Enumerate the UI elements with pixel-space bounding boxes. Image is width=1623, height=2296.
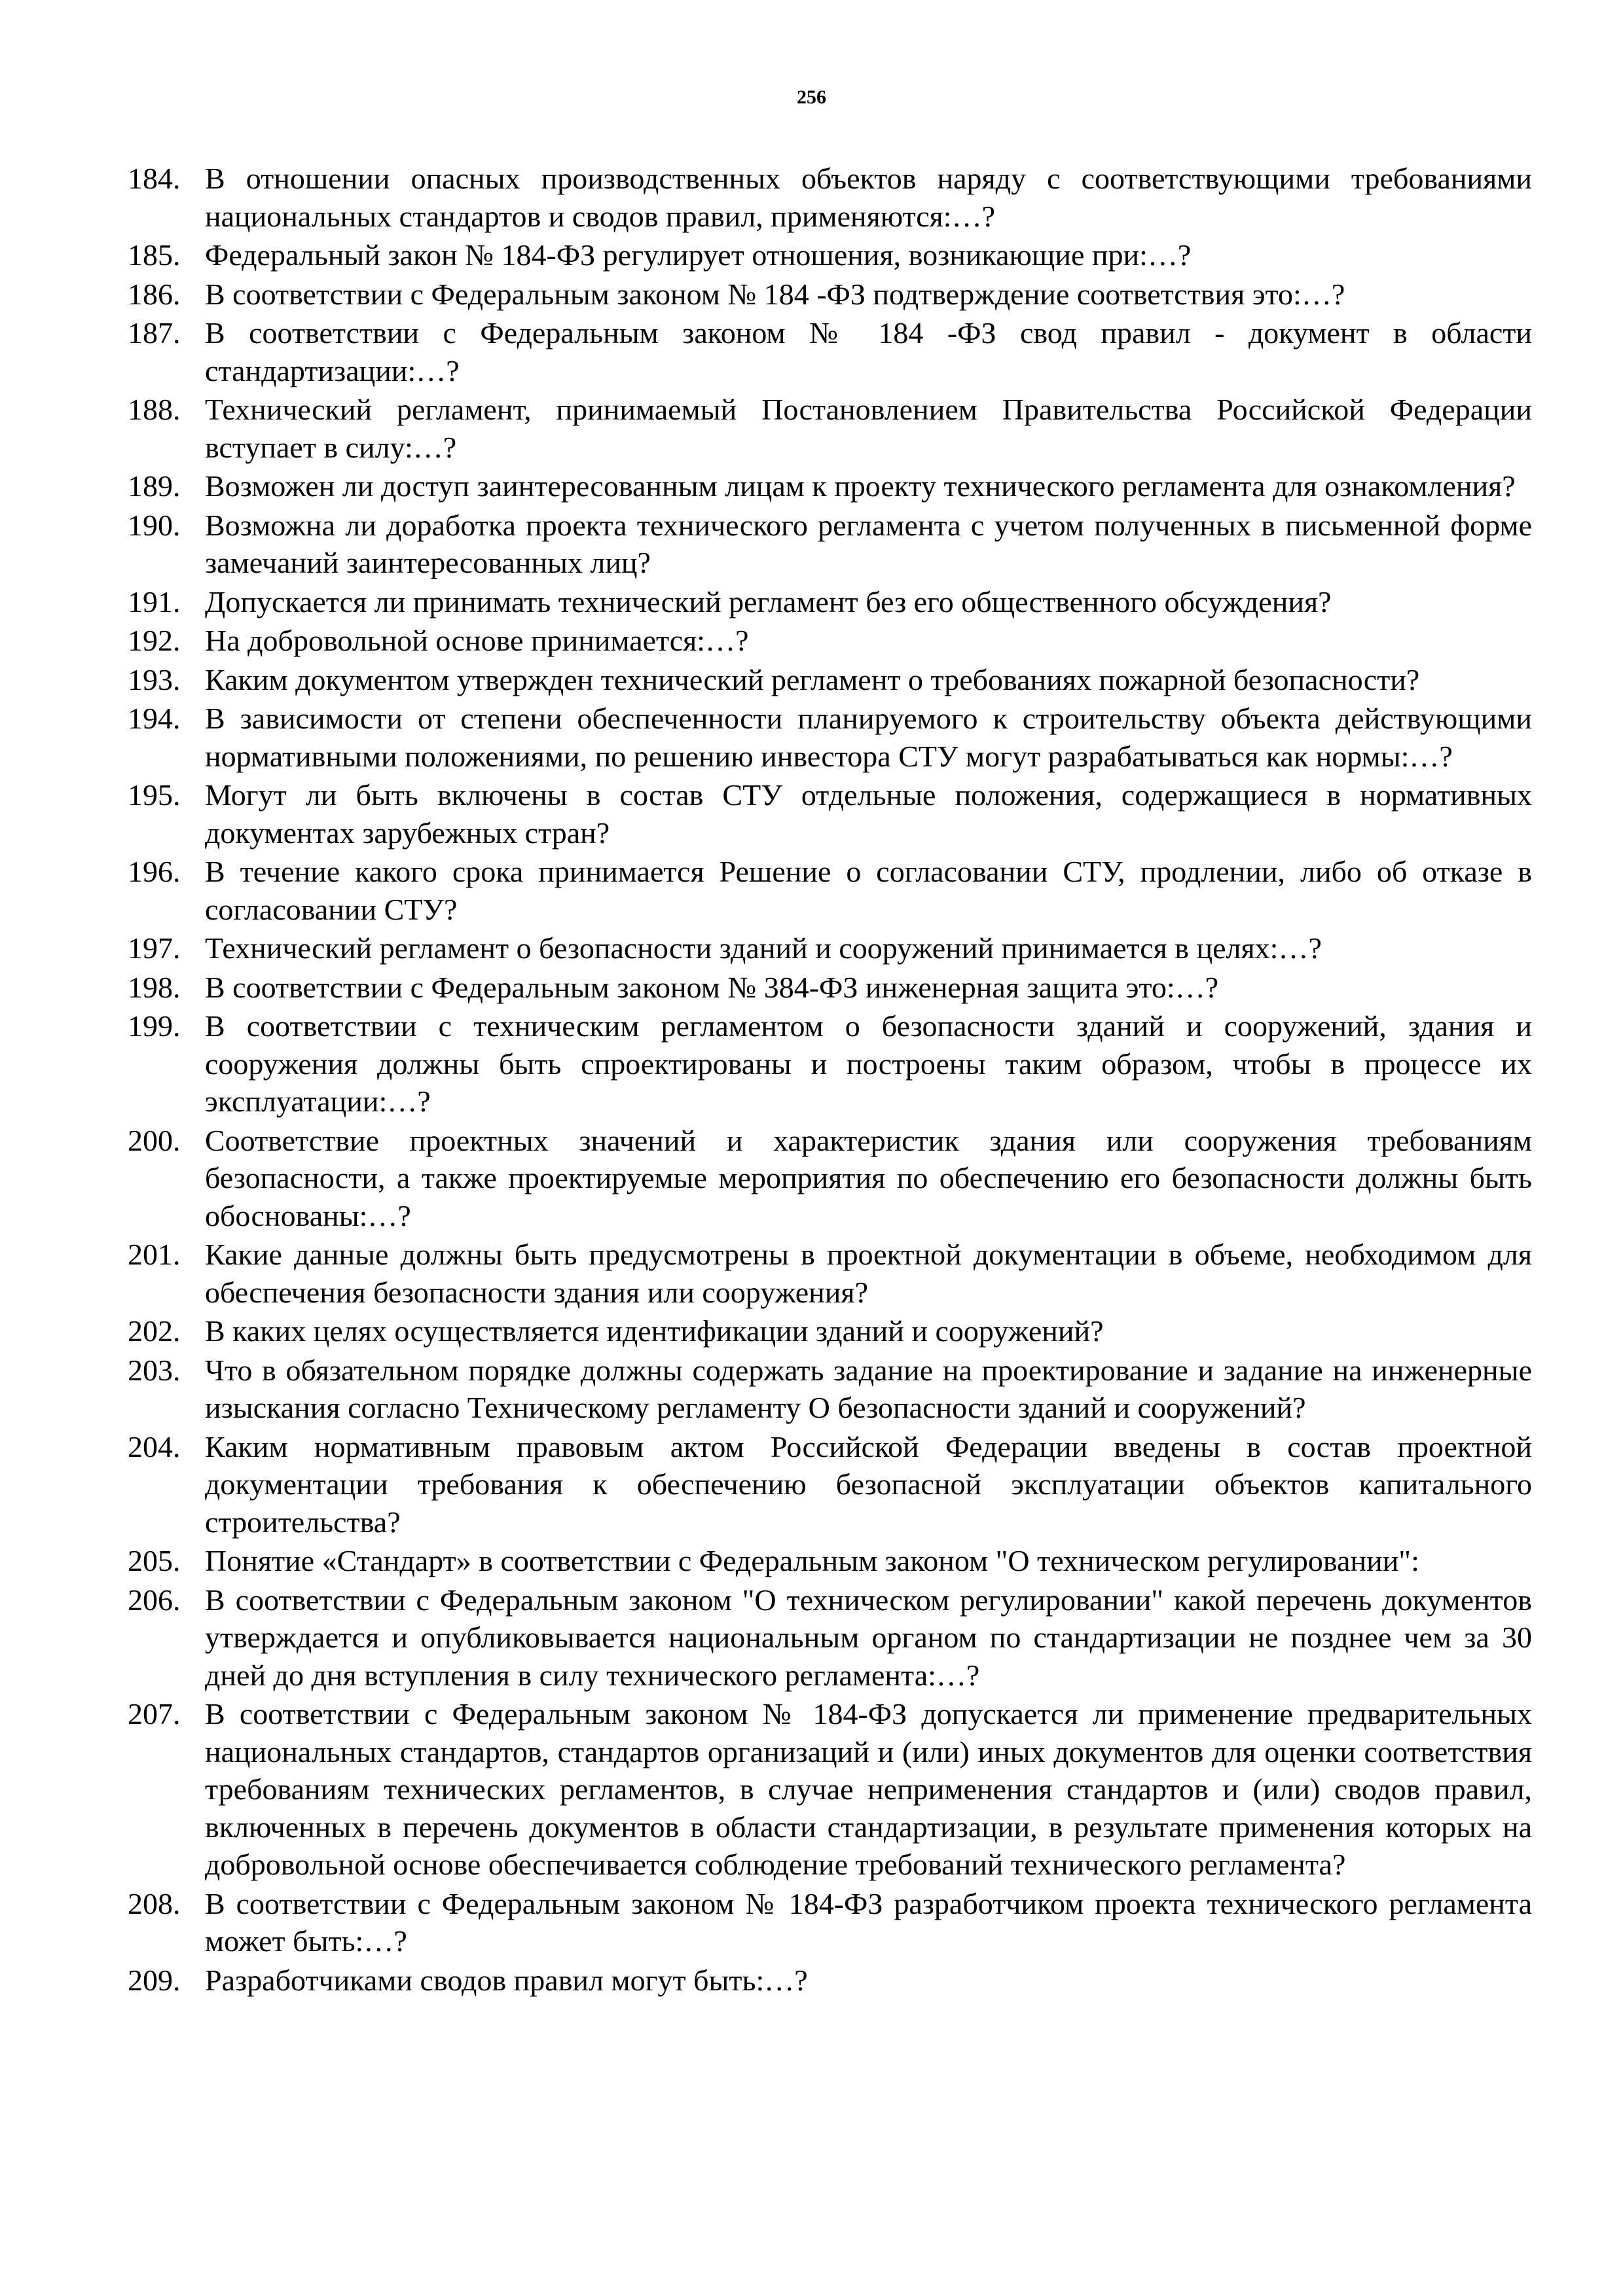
question-text: В зависимости от степени обеспеченности планируемого к строительству объекта действующими нормативными положениями, по решению инвестора СТУ могут разрабатываться как нормы:…? (205, 702, 1532, 773)
question-number: 185. (128, 238, 181, 272)
question-item (128, 1122, 1532, 1235)
question-text: В отношении опасных производственных объектов наряду с соответствующими требованиями национальных стандартов и сводов правил, применяются:…? (205, 162, 1532, 233)
question-item (128, 1007, 1532, 1121)
question-text: Разработчиками сводов правил могут быть:…? (205, 1963, 808, 1997)
question-number: 199. (128, 1009, 181, 1043)
question-text: Понятие «Стандарт» в соответствии с Федеральным законом "О техническом регулировании": (205, 1544, 1419, 1577)
question-text: В соответствии с Федеральным законом № 184 -ФЗ свод правил - документ в области стандартизации:…? (205, 316, 1532, 387)
question-item (128, 622, 1532, 660)
question-item (128, 700, 1532, 775)
question-number: 187. (128, 316, 181, 350)
question-number: 195. (128, 778, 181, 812)
question-item (128, 1962, 1532, 2000)
question-number: 206. (128, 1583, 181, 1617)
question-text: Возможен ли доступ заинтересованным лицам к проекту технического регламента для ознакомления? (205, 469, 1516, 503)
question-number: 186. (128, 277, 181, 311)
question-text: Технический регламент, принимаемый Постановлением Правительства Российской Федерации вступает в силу:…? (205, 393, 1532, 464)
question-item (128, 929, 1532, 967)
question-number: 194. (128, 702, 181, 735)
question-item (128, 507, 1532, 582)
question-number: 208. (128, 1886, 181, 1920)
question-item (128, 1352, 1532, 1427)
question-text: Каким нормативным правовым актом Российской Федерации введены в состав проектной документации требования к обеспечению безопасной эксплуатации объектов капитального строительства? (205, 1429, 1532, 1539)
question-list (128, 160, 1532, 2000)
question-number: 204. (128, 1429, 181, 1463)
question-text: В соответствии с Федеральным законом № 184 -ФЗ подтверждение соответствия это:…? (205, 277, 1345, 311)
question-number: 205. (128, 1544, 181, 1577)
question-number: 198. (128, 970, 181, 1004)
question-number: 197. (128, 931, 181, 965)
question-item (128, 969, 1532, 1007)
question-item (128, 661, 1532, 699)
question-text: В соответствии с Федеральным законом "О техническом регулировании" какой перечень документов утверждается и опубликовывается национальным органом по стандартизации не позднее чем за 30 дней до дня вступления в силу технического регламента:…? (205, 1583, 1532, 1692)
question-item (128, 236, 1532, 274)
question-number: 189. (128, 469, 181, 503)
question-number: 200. (128, 1123, 181, 1157)
question-item (128, 776, 1532, 852)
question-number: 203. (128, 1353, 181, 1387)
question-text: Федеральный закон № 184-ФЗ регулирует отношения, возникающие при:…? (205, 238, 1192, 272)
question-item (128, 1885, 1532, 1960)
question-item (128, 1312, 1532, 1350)
question-item (128, 853, 1532, 928)
question-number: 184. (128, 162, 181, 195)
question-number: 191. (128, 584, 181, 619)
question-text: В каких целях осуществляется идентификации зданий и сооружений? (205, 1314, 1104, 1348)
question-item (128, 276, 1532, 314)
question-item (128, 1236, 1532, 1311)
question-text: Технический регламент о безопасности зданий и сооружений принимается в целях:…? (205, 931, 1322, 965)
question-item (128, 1542, 1532, 1580)
question-number: 209. (128, 1963, 181, 1997)
question-text: В соответствии с Федеральным законом № 384-ФЗ инженерная защита это:…? (205, 970, 1219, 1004)
question-item (128, 467, 1532, 505)
question-number: 192. (128, 624, 181, 657)
question-number: 196. (128, 855, 181, 888)
question-number: 202. (128, 1314, 181, 1348)
question-number: 201. (128, 1238, 181, 1271)
question-item (128, 314, 1532, 389)
question-text: В соответствии с Федеральным законом № 184-ФЗ допускается ли применение предварительных национальных стандартов, стандартов организаций и (или) иных документов для оценки соответствия требованиям технических регламентов, в случае неприменения стандартов и (или) сводов правил, включенных в перечень документов в области стандартизации, в результате применения которых на добровольной основе обеспечивается соблюдение требований технического регламента? (205, 1697, 1532, 1881)
question-text: В соответствии с техническим регламентом о безопасности зданий и сооружений, здания и сооружения должны быть спроектированы и построены таким образом, чтобы в процессе их эксплуатации:…? (205, 1009, 1532, 1118)
question-text: Каким документом утвержден технический регламент о требованиях пожарной безопасности? (205, 662, 1420, 696)
question-text: В течение какого срока принимается Решение о согласовании СТУ, продлении, либо об отказе в согласовании СТУ? (205, 855, 1532, 926)
question-text: Что в обязательном порядке должны содержать задание на проектирование и задание на инженерные изыскания согласно Техническому регламенту О безопасности зданий и сооружений? (205, 1353, 1532, 1424)
question-text: Могут ли быть включены в состав СТУ отдельные положения, содержащиеся в нормативных документах зарубежных стран? (205, 778, 1532, 850)
question-item (128, 391, 1532, 466)
question-text: Какие данные должны быть предусмотрены в проектной документации в объеме, необходимом для обеспечения безопасности здания или сооружения? (205, 1238, 1532, 1309)
question-number: 193. (128, 662, 181, 696)
question-item (128, 1428, 1532, 1541)
question-number: 190. (128, 508, 181, 542)
question-item (128, 160, 1532, 235)
page-number: 256 (797, 86, 826, 108)
question-text: Допускается ли принимать технический регламент без его общественного обсуждения? (205, 584, 1332, 619)
question-number: 207. (128, 1697, 181, 1731)
question-number: 188. (128, 393, 181, 426)
question-item (128, 1695, 1532, 1884)
question-item (128, 583, 1532, 621)
question-text: Возможна ли доработка проекта технического регламента с учетом полученных в письменной форме замечаний заинтересованных лиц? (205, 508, 1532, 579)
question-text: Соответствие проектных значений и характеристик здания или сооружения требованиям безопасности, а также проектируемые мероприятия по обеспечению его безопасности должны быть обоснованы:…? (205, 1123, 1532, 1232)
question-text: В соответствии с Федеральным законом № 184-ФЗ разработчиком проекта технического регламента может быть:…? (205, 1886, 1532, 1958)
question-item (128, 1581, 1532, 1695)
question-text: На добровольной основе принимается:…? (205, 624, 749, 657)
